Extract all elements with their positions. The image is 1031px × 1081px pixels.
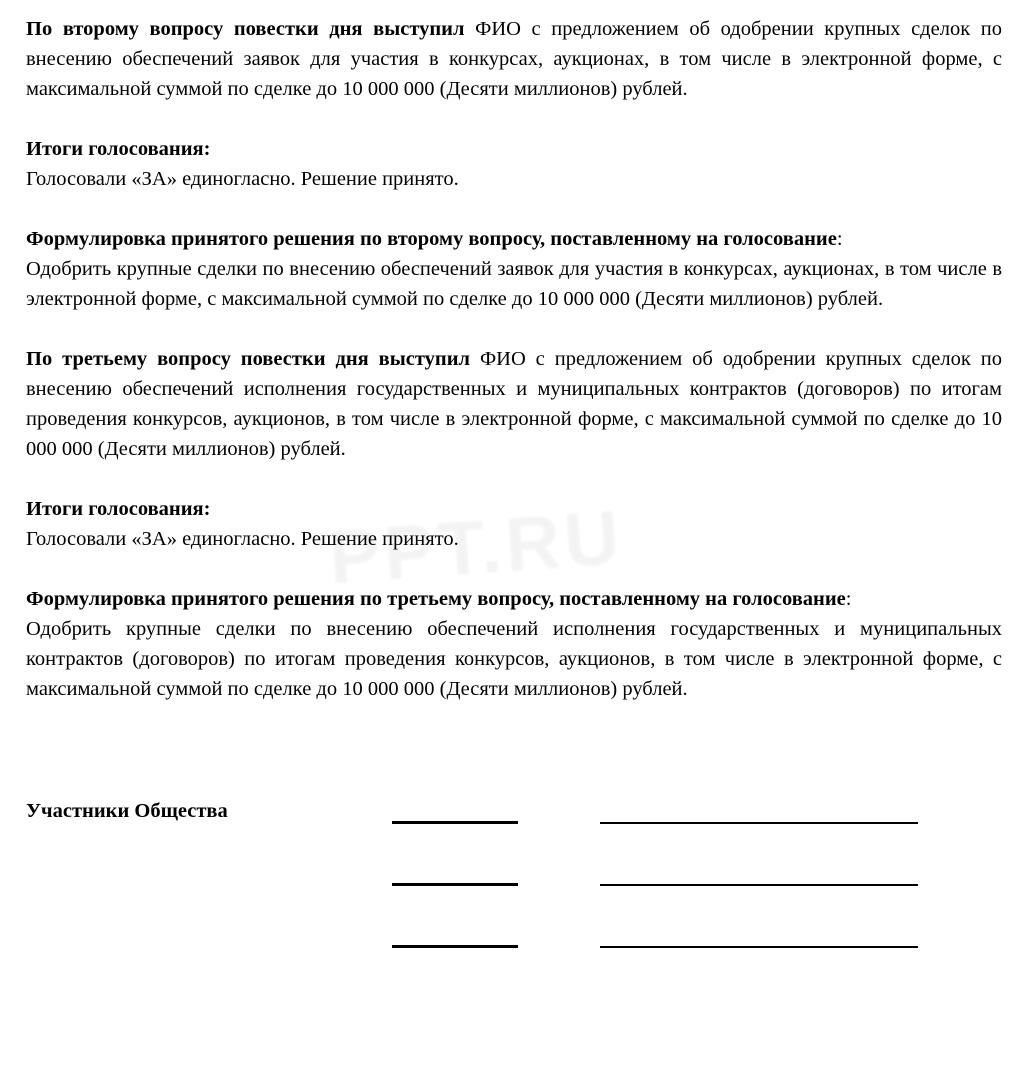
paragraph-question-3-intro [26, 344, 1002, 464]
question-2-intro-lead: По второму вопросу повестки дня выступил [26, 18, 465, 40]
voting-results-heading-2: Итоги голосования: [26, 498, 211, 520]
decision-heading-question-2 [26, 224, 1002, 254]
voting-results-text-2: Голосовали «ЗА» единогласно. Решение принято. [26, 528, 459, 550]
signature-line-short[interactable] [392, 821, 518, 824]
spacer [26, 104, 1002, 134]
question-3-intro-body: ФИО с предложением об одобрении крупных сделок по внесению обеспечений исполнения государственных и муниципальных контрактов (договоров) по итогам проведения конкурсов, аукционов, в том числе в электронной форме, с максимальной суммой по сделке до 10 000 000 (Десяти миллионов) рублей. [26, 348, 1002, 460]
decision-text-question-2: Одобрить крупные сделки по внесению обеспечений заявок для участия в конкурсах, аукционах, в том числе в электронной форме, с максимальной суммой по сделке до 10 000 000 (Десяти миллионов) рублей. [26, 258, 1002, 310]
decision-heading-question-2-bold: Формулировка принятого решения по второму вопросу, поставленному на голосование [26, 228, 837, 250]
signature-label: Участники Общества [26, 800, 228, 822]
signature-label-empty [26, 888, 392, 892]
signature-line-short[interactable] [392, 883, 518, 886]
paragraph-question-2-intro [26, 14, 1002, 104]
voting-results-text-1: Голосовали «ЗА» единогласно. Решение принято. [26, 168, 459, 190]
signature-line-long[interactable] [600, 946, 918, 948]
voting-results-heading-1: Итоги голосования: [26, 138, 211, 160]
signature-line-long[interactable] [600, 822, 918, 824]
decision-text-question-3: Одобрить крупные сделки по внесению обеспечений исполнения государственных и муниципальных контрактов (договоров) по итогам проведения конкурсов, аукционов, в том числе в электронной форме, с максимальной суммой по сделке до 10 000 000 (Десяти миллионов) рублей. [26, 618, 1002, 700]
signature-row [26, 768, 1002, 830]
decision-heading-question-2-colon: : [836, 228, 843, 250]
signature-row [26, 830, 1002, 892]
spacer [26, 314, 1002, 344]
decision-heading-question-3 [26, 584, 1002, 614]
signature-area [26, 768, 1002, 954]
signature-line-short[interactable] [392, 945, 518, 948]
signature-label-empty [26, 950, 392, 954]
question-2-intro-body: ФИО с предложением об одобрении крупных сделок по внесению обеспечений заявок для участия в конкурсах, аукционах, в том числе в электронной форме, с максимальной суммой по сделке до 10 000 000 (Десяти миллионов) рублей. [26, 18, 1002, 100]
question-3-intro-lead: По третьему вопросу повестки дня выступил [26, 348, 471, 370]
decision-heading-question-3-bold: Формулировка принятого решения по третьему вопросу, поставленному на голосование [26, 588, 846, 610]
spacer [26, 554, 1002, 584]
signature-line-long[interactable] [600, 884, 918, 886]
decision-heading-question-3-colon: : [845, 588, 852, 610]
spacer [26, 464, 1002, 494]
spacer [26, 194, 1002, 224]
signature-row [26, 892, 1002, 954]
